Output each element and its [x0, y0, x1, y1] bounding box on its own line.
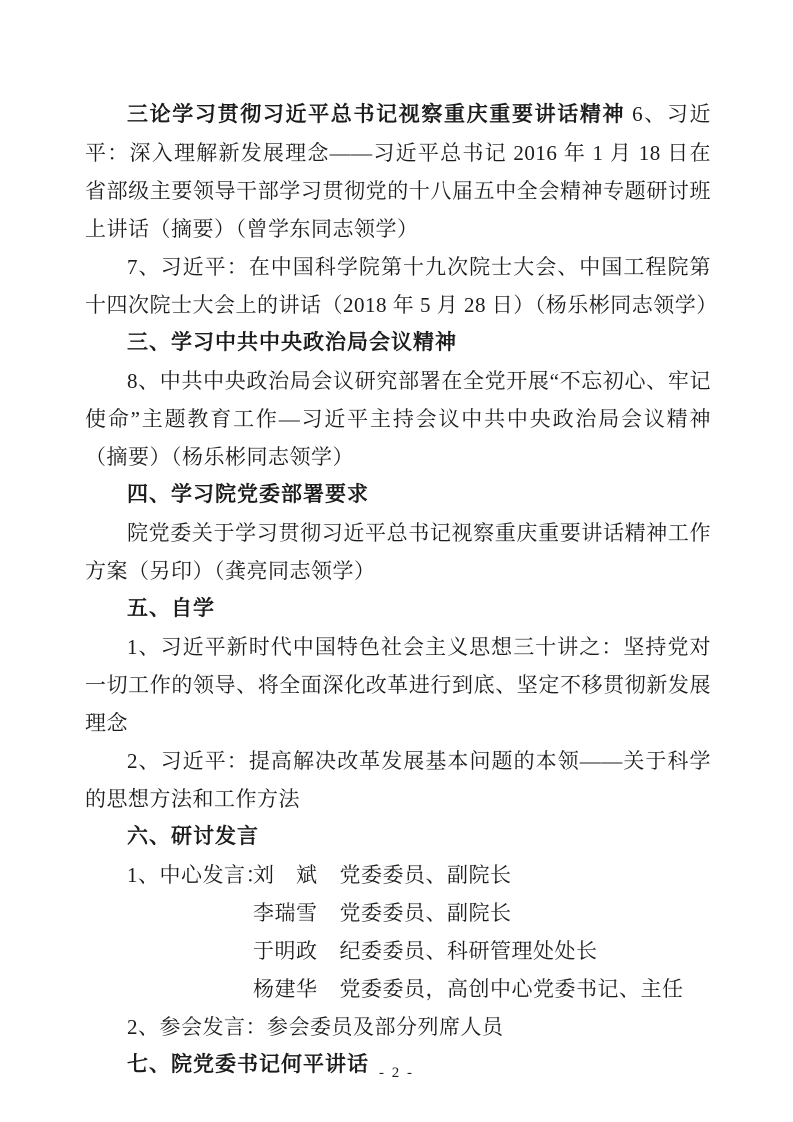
speaker-name: 刘 斌: [253, 863, 318, 887]
speaker-title: 党委委员、副院长: [339, 863, 512, 887]
paragraph-item7: 7、习近平：在中国科学院第十九次院士大会、中国工程院第十四次院士大会上的讲话（2018 年 5 月 28 日）（杨乐彬同志领学）: [85, 255, 718, 317]
heading-section-3: 三、学习中共中央政治局会议精神: [127, 331, 457, 354]
speaker-row-3: [85, 932, 711, 970]
heading-section-6: 六、研讨发言: [127, 825, 259, 848]
speaker-row-1: [85, 856, 711, 894]
item6-bold-title: 三论学习贯彻习近平总书记视察重庆重要讲话精神: [127, 103, 626, 126]
paragraph-item8: 8、中共中央政治局会议研究部署在全党开展“不忘初心、牢记使命”主题教育工作—习近平主持会议中共中央政治局会议精神（摘要）（杨乐彬同志领学）: [85, 369, 711, 469]
speaker-list-intro: 1、中心发言：: [127, 863, 267, 887]
paragraph-attendee-speech: 2、参会发言：参会委员及部分列席人员: [127, 1015, 504, 1039]
speaker-row-2: [85, 894, 711, 932]
paragraph-item6: [85, 95, 711, 248]
speaker-title: 纪委委员、科研管理处处长: [339, 939, 598, 963]
heading-section-7: 七、院党委书记何平讲话: [127, 1053, 369, 1076]
speaker-name: 李瑞雪: [253, 901, 318, 925]
speaker-title: 党委委员，高创中心党委书记、主任: [339, 977, 684, 1001]
speaker-title: 党委委员、副院长: [339, 901, 512, 925]
paragraph-selfstudy-1: 1、习近平新时代中国特色社会主义思想三十讲之：坚持党对一切工作的领导、将全面深化改革进行到底、坚定不移贯彻新发展理念: [85, 635, 711, 735]
paragraph-section4-body: 院党委关于学习贯彻习近平总书记视察重庆重要讲话精神工作方案（另印）（龚亮同志领学）: [85, 521, 711, 583]
heading-section-5: 五、自学: [127, 597, 215, 620]
heading-section-4: 四、学习院党委部署要求: [127, 483, 369, 506]
speaker-name: 杨建华: [253, 977, 318, 1001]
speaker-name: 于明政: [253, 939, 318, 963]
speaker-row-4: [85, 970, 711, 1008]
paragraph-selfstudy-2: 2、习近平：提高解决改革发展基本问题的本领——关于科学的思想方法和工作方法: [85, 749, 711, 811]
page-number: - 2 -: [379, 1065, 414, 1081]
item6-body-text: 6、习近平：深入理解新发展理念——习近平总书记 2016 年 1 月 18 日在省部级主要领导干部学习贯彻党的十八届五中全会精神专题研讨班上讲话（摘要）（曾学东同志领学）: [85, 102, 711, 241]
document-body: [85, 95, 718, 1084]
